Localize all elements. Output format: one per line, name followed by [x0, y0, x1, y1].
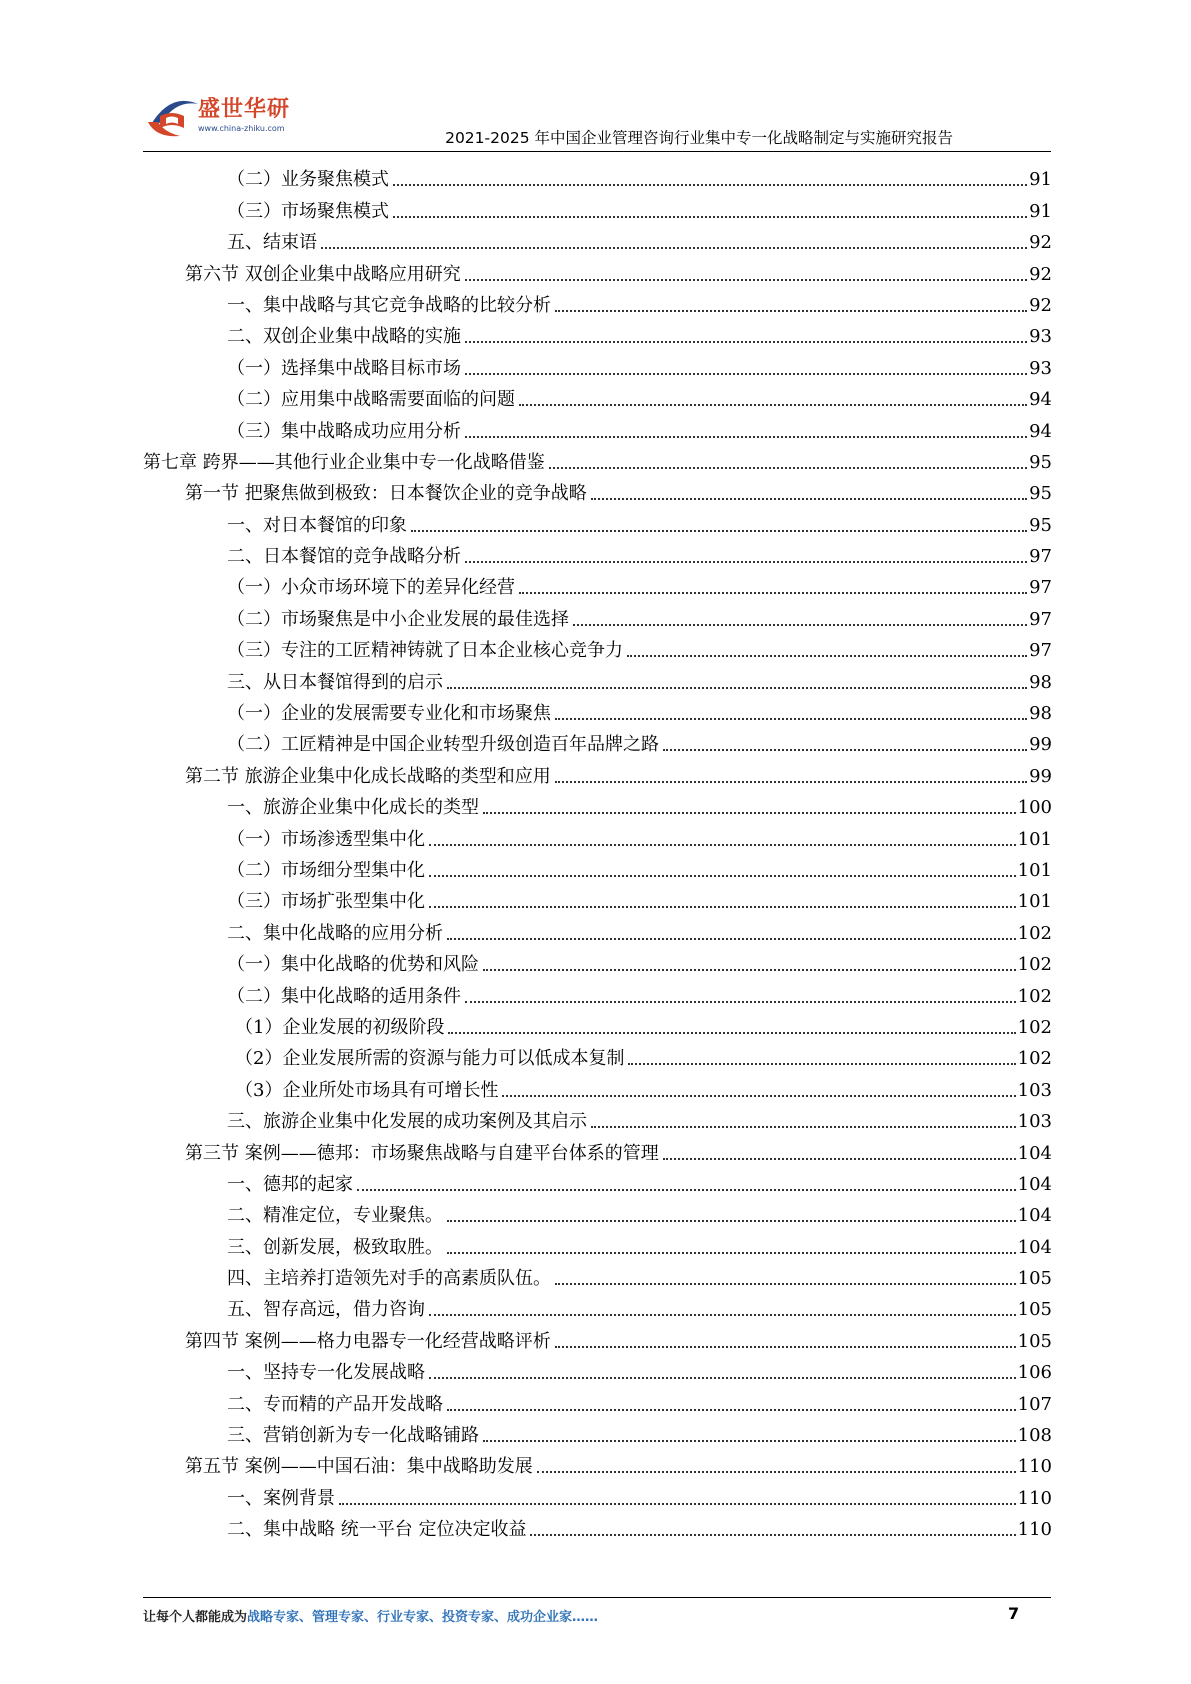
- toc-entry[interactable]: [143, 1478, 1052, 1509]
- toc-entry-title: （二）业务聚焦模式: [227, 169, 389, 191]
- toc-entry[interactable]: [143, 1416, 1052, 1447]
- toc-entry-page: 102: [1017, 922, 1052, 944]
- toc-entry[interactable]: [143, 851, 1052, 882]
- toc-dot-leader: [465, 279, 1027, 281]
- toc-entry-title: 一、坚持专一化发展战略: [227, 1362, 425, 1384]
- toc-dot-leader: [555, 1283, 1016, 1285]
- toc-entry-title: （一）小众市场环境下的差异化经营: [227, 577, 515, 599]
- toc-entry[interactable]: [143, 1227, 1052, 1258]
- toc-dot-leader: [447, 1220, 1016, 1222]
- toc-entry[interactable]: [143, 662, 1052, 693]
- report-title: 2021-2025 年中国企业管理咨询行业集中专一化战略制定与实施研究报告: [445, 129, 953, 147]
- toc-entry-page: 97: [1029, 546, 1052, 568]
- toc-entry-page: 110: [1017, 1456, 1052, 1478]
- toc-dot-leader: [411, 530, 1027, 532]
- toc-dot-leader: [447, 1252, 1016, 1254]
- toc-entry-page: 102: [1017, 985, 1052, 1007]
- toc-dot-leader: [519, 404, 1027, 406]
- toc-entry-page: 105: [1017, 1299, 1052, 1321]
- toc-entry-page: 102: [1017, 1048, 1052, 1070]
- toc-entry-page: 101: [1017, 828, 1052, 850]
- toc-entry-page: 97: [1029, 577, 1052, 599]
- toc-entry-title: 二、集中战略 统一平台 定位决定收益: [227, 1519, 527, 1541]
- toc-entry[interactable]: [143, 254, 1052, 285]
- toc-dot-leader: [393, 216, 1027, 218]
- toc-dot-leader: [519, 592, 1027, 594]
- toc-dot-leader: [663, 749, 1027, 751]
- toc-entry-title: 二、双创企业集中战略的实施: [227, 326, 461, 348]
- toc-entry[interactable]: [143, 756, 1052, 787]
- toc-entry-page: 100: [1017, 797, 1052, 819]
- toc-entry-page: 107: [1017, 1393, 1052, 1415]
- toc-dot-leader: [447, 938, 1016, 940]
- logo-icon: [140, 82, 200, 142]
- toc-entry-page: 106: [1017, 1362, 1052, 1384]
- toc-entry[interactable]: [143, 411, 1052, 442]
- toc-dot-leader: [555, 718, 1027, 720]
- toc-dot-leader: [465, 341, 1027, 343]
- toc-entry-page: 92: [1029, 294, 1052, 316]
- toc-entry[interactable]: [143, 1165, 1052, 1196]
- toc-entry[interactable]: [143, 725, 1052, 756]
- toc-entry-page: 91: [1029, 200, 1052, 222]
- toc-entry-page: 105: [1017, 1330, 1052, 1352]
- toc-entry-title: 二、精准定位，专业聚焦。: [227, 1205, 443, 1227]
- toc-dot-leader: [628, 1063, 1015, 1065]
- toc-entry[interactable]: [143, 191, 1052, 222]
- toc-entry-title: （3）企业所处市场具有可增长性: [235, 1079, 499, 1101]
- toc-entry-title: 第六节 双创企业集中战略应用研究: [185, 263, 461, 285]
- toc-dot-leader: [573, 624, 1027, 626]
- toc-dot-leader: [465, 561, 1027, 563]
- toc-entry-page: 102: [1017, 1016, 1052, 1038]
- toc-entry[interactable]: [143, 568, 1052, 599]
- toc-entry-title: 三、创新发展，极致取胜。: [227, 1236, 443, 1258]
- toc-entry-title: 第二节 旅游企业集中化成长战略的类型和应用: [185, 765, 551, 787]
- toc-entry-page: 94: [1029, 420, 1052, 442]
- toc-dot-leader: [429, 1314, 1016, 1316]
- toc-entry-title: （2）企业发展所需的资源与能力可以低成本复制: [235, 1048, 625, 1070]
- toc-dot-leader: [483, 1440, 1016, 1442]
- toc-entry[interactable]: [143, 1321, 1052, 1352]
- toc-entry-page: 92: [1029, 232, 1052, 254]
- toc-dot-leader: [321, 247, 1027, 249]
- toc-entry-title: 五、智存高远，借力咨询: [227, 1299, 425, 1321]
- header-divider: [143, 151, 1051, 152]
- toc-entry-title: （二）工匠精神是中国企业转型升级创造百年品牌之路: [227, 734, 659, 756]
- toc-entry-page: 104: [1017, 1142, 1052, 1164]
- toc-entry-page: 93: [1029, 326, 1052, 348]
- toc-entry[interactable]: [143, 1070, 1052, 1101]
- toc-entry-title: 第一节 把聚焦做到极致：日本餐饮企业的竞争战略: [185, 483, 587, 505]
- toc-dot-leader: [627, 655, 1027, 657]
- toc-entry-title: （三）市场扩张型集中化: [227, 891, 425, 913]
- toc-entry-title: 三、旅游企业集中化发展的成功案例及其启示: [227, 1111, 587, 1133]
- toc-entry-title: 四、主培养打造领先对手的高素质队伍。: [227, 1268, 551, 1290]
- toc-entry[interactable]: [143, 348, 1052, 379]
- toc-entry[interactable]: [143, 1102, 1052, 1133]
- toc-entry-title: （二）应用集中战略需要面临的问题: [227, 389, 515, 411]
- toc-entry-page: 110: [1017, 1487, 1052, 1509]
- toc-dot-leader: [591, 1126, 1016, 1128]
- toc-entry-title: （二）市场聚焦是中小企业发展的最佳选择: [227, 608, 569, 630]
- toc-entry-title: 第三节 案例——德邦：市场聚焦战略与自建平台体系的管理: [185, 1142, 659, 1164]
- toc-entry-title: 第七章 跨界——其他行业企业集中专一化战略借鉴: [143, 451, 545, 473]
- toc-dot-leader: [448, 1032, 1015, 1034]
- toc-entry-page: 101: [1017, 859, 1052, 881]
- toc-entry-page: 95: [1029, 451, 1052, 473]
- toc-entry-page: 104: [1017, 1173, 1052, 1195]
- toc-entry-title: 二、日本餐馆的竞争战略分析: [227, 546, 461, 568]
- toc-entry-page: 102: [1017, 954, 1052, 976]
- toc-dot-leader: [429, 906, 1016, 908]
- toc-entry-title: （二）市场细分型集中化: [227, 859, 425, 881]
- toc-dot-leader: [537, 1471, 1016, 1473]
- toc-entry[interactable]: [143, 443, 1052, 474]
- toc-entry-page: 104: [1017, 1205, 1052, 1227]
- toc-entry-page: 94: [1029, 389, 1052, 411]
- toc-dot-leader: [339, 1503, 1016, 1505]
- toc-entry-page: 97: [1029, 640, 1052, 662]
- toc-dot-leader: [393, 184, 1027, 186]
- toc-dot-leader: [530, 1534, 1015, 1536]
- toc-dot-leader: [555, 1346, 1016, 1348]
- toc-entry-title: 一、德邦的起家: [227, 1173, 353, 1195]
- toc-dot-leader: [483, 812, 1016, 814]
- page-number: 7: [1008, 1604, 1020, 1623]
- toc-entry-page: 101: [1017, 891, 1052, 913]
- toc-dot-leader: [429, 875, 1016, 877]
- toc-entry-title: （三）市场聚焦模式: [227, 200, 389, 222]
- toc-entry[interactable]: [143, 1290, 1052, 1321]
- toc-dot-leader: [447, 1409, 1016, 1411]
- toc-entry[interactable]: [143, 1133, 1052, 1164]
- toc-entry[interactable]: [143, 160, 1052, 191]
- toc-entry[interactable]: [143, 819, 1052, 850]
- toc-dot-leader: [429, 1377, 1016, 1379]
- toc-entry-title: 一、集中战略与其它竞争战略的比较分析: [227, 294, 551, 316]
- toc-dot-leader: [357, 1189, 1016, 1191]
- toc-entry-title: （一）企业的发展需要专业化和市场聚焦: [227, 703, 551, 725]
- toc-entry[interactable]: [143, 1510, 1052, 1541]
- toc-dot-leader: [663, 1158, 1016, 1160]
- toc-entry-title: （三）集中战略成功应用分析: [227, 420, 461, 442]
- toc-dot-leader: [447, 687, 1027, 689]
- toc-entry[interactable]: [143, 913, 1052, 944]
- toc-entry[interactable]: [143, 505, 1052, 536]
- logo-url: www.china-zhiku.com: [198, 124, 285, 133]
- toc-entry-page: 105: [1017, 1268, 1052, 1290]
- toc-entry-title: 一、旅游企业集中化成长的类型: [227, 797, 479, 819]
- toc-entry-title: （二）集中化战略的适用条件: [227, 985, 461, 1007]
- toc-entry-page: 98: [1029, 671, 1052, 693]
- toc-entry-title: （1）企业发展的初级阶段: [235, 1016, 445, 1038]
- footer-slogan-lead: 让每个人都能成为: [143, 1610, 248, 1625]
- toc-entry[interactable]: [143, 223, 1052, 254]
- toc-entry-title: 第五节 案例——中国石油：集中战略助发展: [185, 1456, 533, 1478]
- toc-entry[interactable]: [143, 474, 1052, 505]
- toc-entry-title: 三、营销创新为专一化战略铺路: [227, 1425, 479, 1447]
- footer-slogan: [143, 1606, 598, 1625]
- toc-dot-leader: [465, 436, 1027, 438]
- toc-dot-leader: [555, 310, 1027, 312]
- toc-entry-page: 99: [1029, 765, 1052, 787]
- toc-dot-leader: [429, 844, 1016, 846]
- toc-entry-page: 93: [1029, 357, 1052, 379]
- toc-dot-leader: [591, 498, 1027, 500]
- toc-dot-leader: [465, 1001, 1016, 1003]
- toc-entry-page: 103: [1017, 1079, 1052, 1101]
- toc-dot-leader: [549, 467, 1027, 469]
- toc-entry[interactable]: [143, 1259, 1052, 1290]
- toc-entry-title: （三）专注的工匠精神铸就了日本企业核心竞争力: [227, 640, 623, 662]
- toc-dot-leader: [555, 781, 1027, 783]
- toc-entry-title: 五、结束语: [227, 232, 317, 254]
- toc-dot-leader: [483, 969, 1016, 971]
- toc-entry-title: （一）市场渗透型集中化: [227, 828, 425, 850]
- toc-entry[interactable]: [143, 286, 1052, 317]
- toc-entry[interactable]: [143, 599, 1052, 630]
- toc-entry[interactable]: [143, 945, 1052, 976]
- toc-entry[interactable]: [143, 317, 1052, 348]
- table-of-contents: [143, 160, 1052, 1541]
- toc-entry-page: 103: [1017, 1111, 1052, 1133]
- toc-entry-title: 三、从日本餐馆得到的启示: [227, 671, 443, 693]
- toc-entry-title: （一）集中化战略的优势和风险: [227, 954, 479, 976]
- toc-entry[interactable]: [143, 1008, 1052, 1039]
- toc-entry-title: 一、案例背景: [227, 1487, 335, 1509]
- toc-entry-page: 95: [1029, 483, 1052, 505]
- footer-divider: [143, 1597, 1051, 1598]
- toc-entry-title: （一）选择集中战略目标市场: [227, 357, 461, 379]
- toc-dot-leader: [465, 373, 1027, 375]
- company-logo: [140, 82, 310, 152]
- toc-entry-title: 一、对日本餐馆的印象: [227, 514, 407, 536]
- toc-entry[interactable]: [143, 1196, 1052, 1227]
- toc-entry[interactable]: [143, 1353, 1052, 1384]
- toc-entry-title: 二、集中化战略的应用分析: [227, 922, 443, 944]
- toc-entry-page: 92: [1029, 263, 1052, 285]
- toc-entry[interactable]: [143, 788, 1052, 819]
- toc-entry[interactable]: [143, 631, 1052, 662]
- toc-entry-title: 二、专而精的产品开发战略: [227, 1393, 443, 1415]
- toc-entry[interactable]: [143, 882, 1052, 913]
- toc-entry-page: 98: [1029, 703, 1052, 725]
- toc-entry-page: 97: [1029, 608, 1052, 630]
- toc-entry-title: 第四节 案例——格力电器专一化经营战略评析: [185, 1330, 551, 1352]
- toc-dot-leader: [502, 1095, 1015, 1097]
- toc-entry-page: 108: [1017, 1425, 1052, 1447]
- toc-entry[interactable]: [143, 380, 1052, 411]
- toc-entry[interactable]: [143, 1447, 1052, 1478]
- toc-entry-page: 95: [1029, 514, 1052, 536]
- logo-name: 盛世华研: [198, 97, 291, 122]
- toc-entry[interactable]: [143, 976, 1052, 1007]
- toc-entry[interactable]: [143, 694, 1052, 725]
- toc-entry[interactable]: [143, 1039, 1052, 1070]
- toc-entry[interactable]: [143, 537, 1052, 568]
- toc-entry-page: 91: [1029, 169, 1052, 191]
- footer-slogan-highlight: 战略专家、管理专家、行业专家、投资专家、成功企业家……: [247, 1610, 599, 1625]
- toc-entry-page: 104: [1017, 1236, 1052, 1258]
- toc-entry[interactable]: [143, 1384, 1052, 1415]
- toc-entry-page: 99: [1029, 734, 1052, 756]
- toc-entry-page: 110: [1017, 1519, 1052, 1541]
